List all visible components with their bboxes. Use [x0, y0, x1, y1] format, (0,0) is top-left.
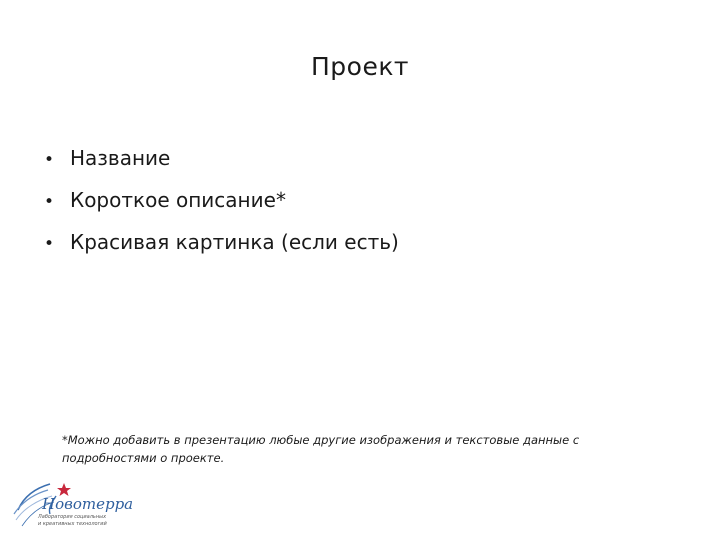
- bullet-dot-icon: •: [44, 192, 55, 212]
- logo-name: Новотерра: [42, 495, 134, 513]
- footnote: [62, 431, 622, 467]
- footnote-line: *Можно добавить в презентацию любые другие изображения и текстовые данные с: [62, 433, 580, 447]
- bullet-item: [44, 188, 399, 230]
- bullet-dot-icon: •: [44, 234, 55, 254]
- bullet-text: Красивая картинка (если есть): [70, 230, 399, 254]
- slide-title: Проект: [310, 52, 409, 81]
- bullet-list: [44, 146, 399, 272]
- bullet-text: Короткое описание*: [70, 188, 286, 212]
- bullet-item: [44, 146, 399, 188]
- logo-tagline-line: и креативных технологий: [38, 521, 107, 527]
- bullet-item: [44, 230, 399, 272]
- footnote-line: подробностями о проекте.: [62, 451, 225, 465]
- bullet-dot-icon: •: [44, 150, 55, 170]
- logo-tagline-line: Лаборатория социальных: [38, 514, 107, 520]
- logo: [10, 474, 150, 534]
- bullet-text: Название: [70, 146, 171, 170]
